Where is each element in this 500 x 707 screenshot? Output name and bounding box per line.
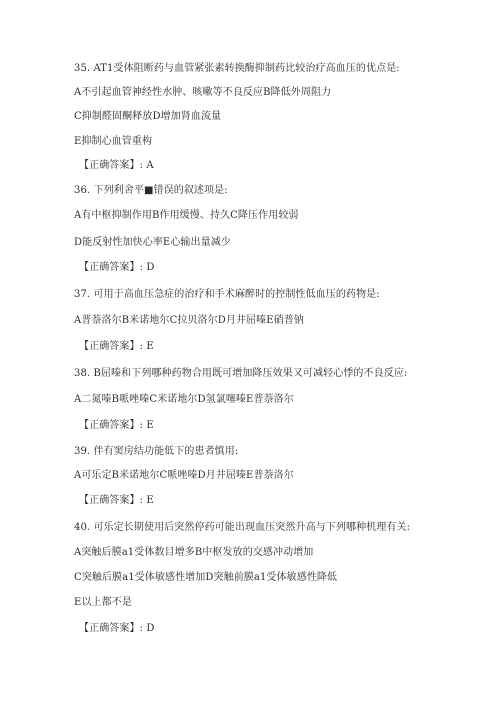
question-37-answer: 【正确答案】: E — [79, 341, 154, 352]
question-38-answer: 【正确答案】: E — [79, 420, 154, 431]
question-35-text: 35. AT1受体阻断药与血管紧张素转换酶抑制药比较治疗高血压的优点是: — [74, 63, 400, 74]
question-36-text: 36. 下列利舍平■错误的叙述项是: — [74, 185, 228, 196]
question-39-text: 39. 伴有窦房结功能低下的患者慎用: — [74, 446, 239, 457]
question-40-text: 40. 可乐定长期使用后突然停药可能出现血压突然升高与下列哪种机理有关: — [74, 522, 411, 533]
question-38-text: 38. B屈嗪和下列哪种药物合用既可增加降压效果又可减轻心悸的不良反应: — [74, 368, 408, 379]
question-38-option-line: A二氮嗪B哌唑嗪C米诺地尔D氢氯噻嗪E普萘洛尔 — [74, 394, 294, 405]
question-40-option-line: C突触后膜a1受体敏感性增加D突触前膜a1受体敏感性降低 — [74, 572, 338, 583]
question-39-answer: 【正确答案】: E — [79, 495, 154, 506]
question-35-option-line: C抑制醛固酮释放D增加肾血流量 — [74, 111, 222, 122]
question-36-option-line: D能反射性加快心率E心输出量减少 — [74, 237, 231, 248]
question-35-option-line: A不引起血管神经性水肿、咳嗽等不良反应B降低外周阻力 — [74, 87, 332, 98]
question-37-option-line: A普萘洛尔B米诺地尔C拉贝洛尔D月井屈嗪E硝普钠 — [74, 315, 304, 326]
question-40-option-line: E以上都不是 — [74, 597, 132, 608]
question-36-option-line: A有中枢抑制作用B作用缓慢、持久C降压作用较弱 — [74, 210, 299, 221]
question-37-text: 37. 可用于高血压急症的治疗和手术麻醉时的控制性低血压的药物是: — [74, 289, 380, 300]
question-40-answer: 【正确答案】: D — [79, 623, 155, 634]
question-40-option-line: A突触后膜a1受体数目增多B中枢发放的交感冲动增加 — [74, 547, 314, 558]
question-39-option-line: A可乐定B米诺地尔C哌唑嗪D月井屈嗪E普萘洛尔 — [74, 470, 294, 481]
question-36-answer: 【正确答案】: D — [79, 262, 155, 273]
question-35-option-line: E抑制心血管重构 — [74, 136, 153, 147]
question-35-answer: 【正确答案】: A — [79, 160, 154, 171]
